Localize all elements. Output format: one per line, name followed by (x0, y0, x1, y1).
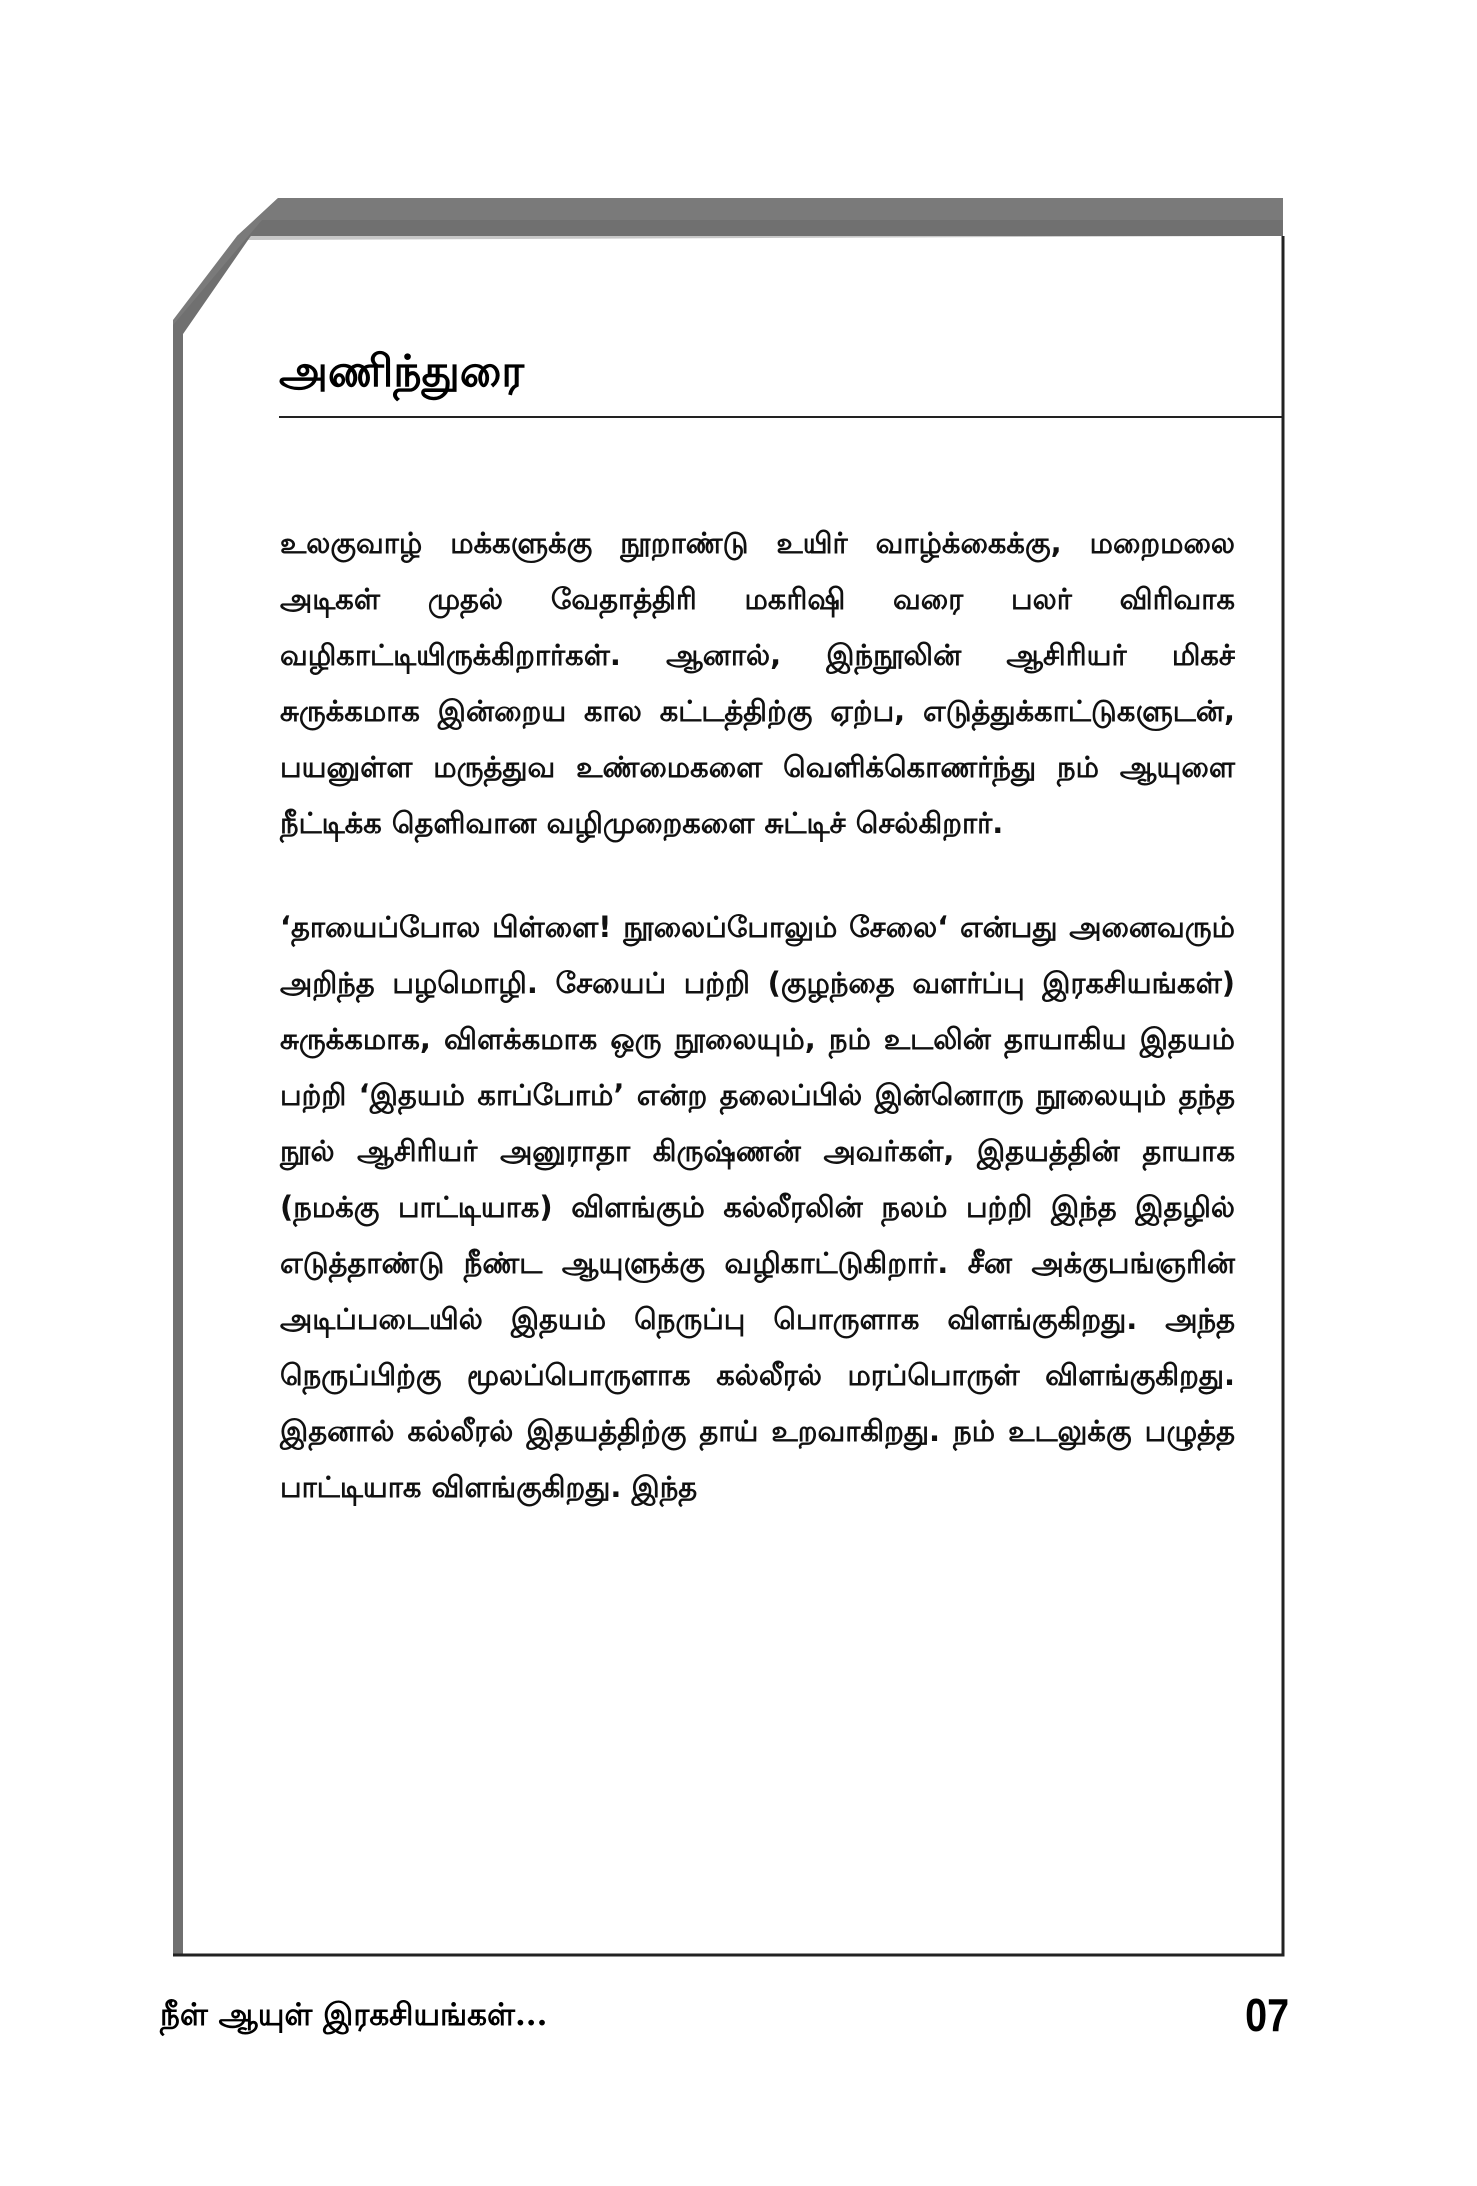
page-heading: அணிந்துரை (279, 346, 525, 397)
frame-left-band (173, 198, 278, 1955)
footer-book-title: நீள் ஆயுள் இரகசியங்கள்... (160, 1997, 548, 2033)
paragraph: உலகுவாழ் மக்களுக்கு நூறாண்டு உயிர் வாழ்க்கைக்கு, மறைமலை அடிகள் முதல் வேதாத்திரி மகரிஷி வரை பலர் விரிவாக வழிகாட்டியிருக்கிறார்கள். ஆனால், இந்நூலின் ஆசிரியர் மிகச் சுருக்கமாக இன்றைய கால கட்டத்திற்கு ஏற்ப, எடுத்துக்காட்டுகளுடன், பயனுள்ள மருத்துவ உண்மைகளை வெளிக்கொணர்ந்து நம் ஆயுளை நீட்டிக்க தெளிவான வழிமுறைகளை சுட்டிச் செல்கிறார். (280, 526, 1235, 840)
paragraph: ‘தாயைப்போல பிள்ளை! நூலைப்போலும் சேலை‘ என்பது அனைவரும் அறிந்த பழமொழி. சேயைப் பற்றி (குழந்தை வளர்ப்பு இரகசியங்கள்) சுருக்கமாக, விளக்கமாக ஒரு நூலையும், நம் உடலின் தாயாகிய இதயம் பற்றி ‘இதயம் காப்போம்’ என்ற தலைப்பில் இன்னொரு நூலையும் தந்த நூல் ஆசிரியர் அனுராதா கிருஷ்ணன் அவர்கள், இதயத்தின் தாயாக (நமக்கு பாட்டியாக) விளங்கும் கல்லீரலின் நலம் பற்றி இந்த இதழில் எடுத்தாண்டு நீண்ட ஆயுளுக்கு வழிகாட்டுகிறார். சீன அக்குபங்ஞரின் அடிப்படையில் இதயம் நெருப்பு பொருளாக விளங்குகிறது. அந்த நெருப்பிற்கு மூலப்பொருளாக கல்லீரல் மரப்பொருள் விளங்குகிறது. இதனால் கல்லீரல் இதயத்திற்கு தாய் உறவாகிறது. நம் உடலுக்கு பழுத்த பாட்டியாக விளங்குகிறது. இந்த (280, 910, 1235, 1504)
page-number: 07 (1244, 1989, 1289, 2041)
body-text (280, 515, 1235, 1515)
